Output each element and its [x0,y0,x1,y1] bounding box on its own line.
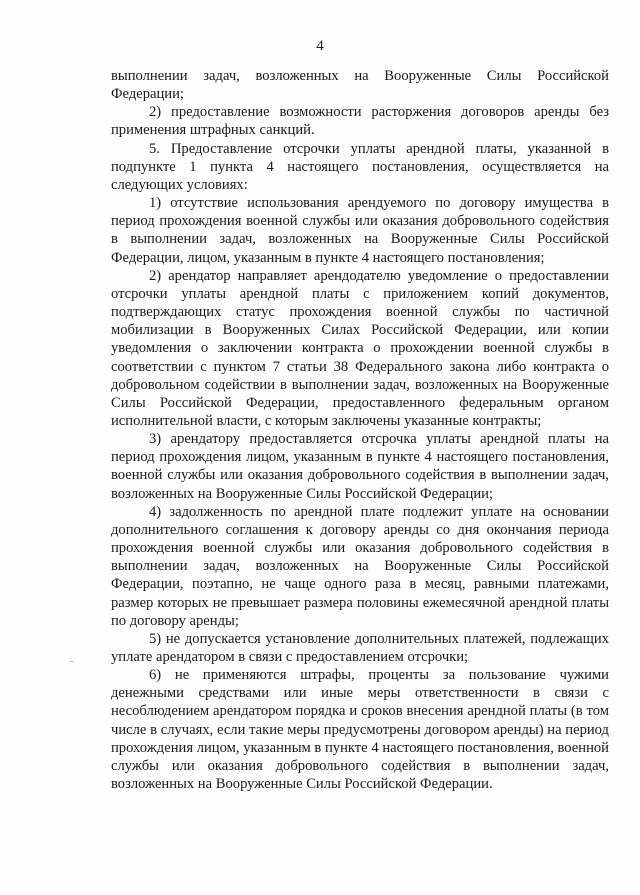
scan-artifact [70,661,73,662]
paragraph-item-2-termination: 2) предоставление возможности расторжения договоров аренды без применения штрафных санкций. [111,104,609,139]
paragraph-condition-6: 6) не применяются штрафы, проценты за пользование чужими денежными средствами или иные меры ответственности в связи с несоблюдением арендатором порядка и сроков внесения арендной платы (в том числе в случаях, если такие меры предусмотрены договором аренды) на период прохождения лицом, указанным в пункте 4 настоящего постановления, военной службы или оказания добровольного содействия в выполнении задач, возложенных на Вооруженные Силы Российской Федерации. [111,667,609,793]
paragraph-condition-4: 4) задолженность по арендной плате подлежит уплате на основании дополнительного соглашения к договору аренды со дня окончания периода прохождения военной службы или оказания добровольного содействия в выполнении задач, возложенных на Вооруженные Силы Российской Федерации, поэтапно, не чаще одного раза в месяц, равными платежами, размер которых не превышает размера половины ежемесячной арендной платы по договору аренды; [111,503,609,629]
page-number: 4 [316,38,324,54]
paragraph-condition-2: 2) арендатор направляет арендодателю уведомление о предоставлении отсрочки уплаты арендной платы с приложением копий документов, подтверждающих статус прохождения военной службы по частичной мобилизации в Вооруженных Силах Российской Федерации, или копии уведомления о заключении контракта о прохождении военной службы в соответствии с пунктом 7 статьи 38 Федерального закона либо контракта о добровольном содействии в выполнении задач, возложенных на Вооруженные Силы Российской Федерации, предоставленного федеральным органом исполнительной власти, с которым заключены указанные контракты; [111,267,609,429]
paragraph-continuation: выполнении задач, возложенных на Вооруженные Силы Российской Федерации; [111,68,609,103]
document-body [111,67,609,793]
paragraph-condition-3: 3) арендатору предоставляется отсрочка уплаты арендной платы на период прохождения лицом, указанным в пункте 4 настоящего постановления, военной службы или оказания добровольного содействия в выполнении задач, возложенных на Вооруженные Силы Российской Федерации; [111,431,609,502]
paragraph-clause-5: 5. Предоставление отсрочки уплаты арендной платы, указанной в подпункте 1 пункта 4 настоящего постановления, осуществляется на следующих условиях: [111,140,609,193]
paragraph-condition-5: 5) не допускается установление дополнительных платежей, подлежащих уплате арендатором в связи с предоставлением отсрочки; [111,630,609,665]
paragraph-condition-1: 1) отсутствие использования арендуемого по договору имущества в период прохождения военной службы или оказания добровольного содействия в выполнении задач, возложенных на Вооруженные Силы Российской Федерации, лицом, указанным в пункте 4 настоящего постановления; [111,195,609,266]
